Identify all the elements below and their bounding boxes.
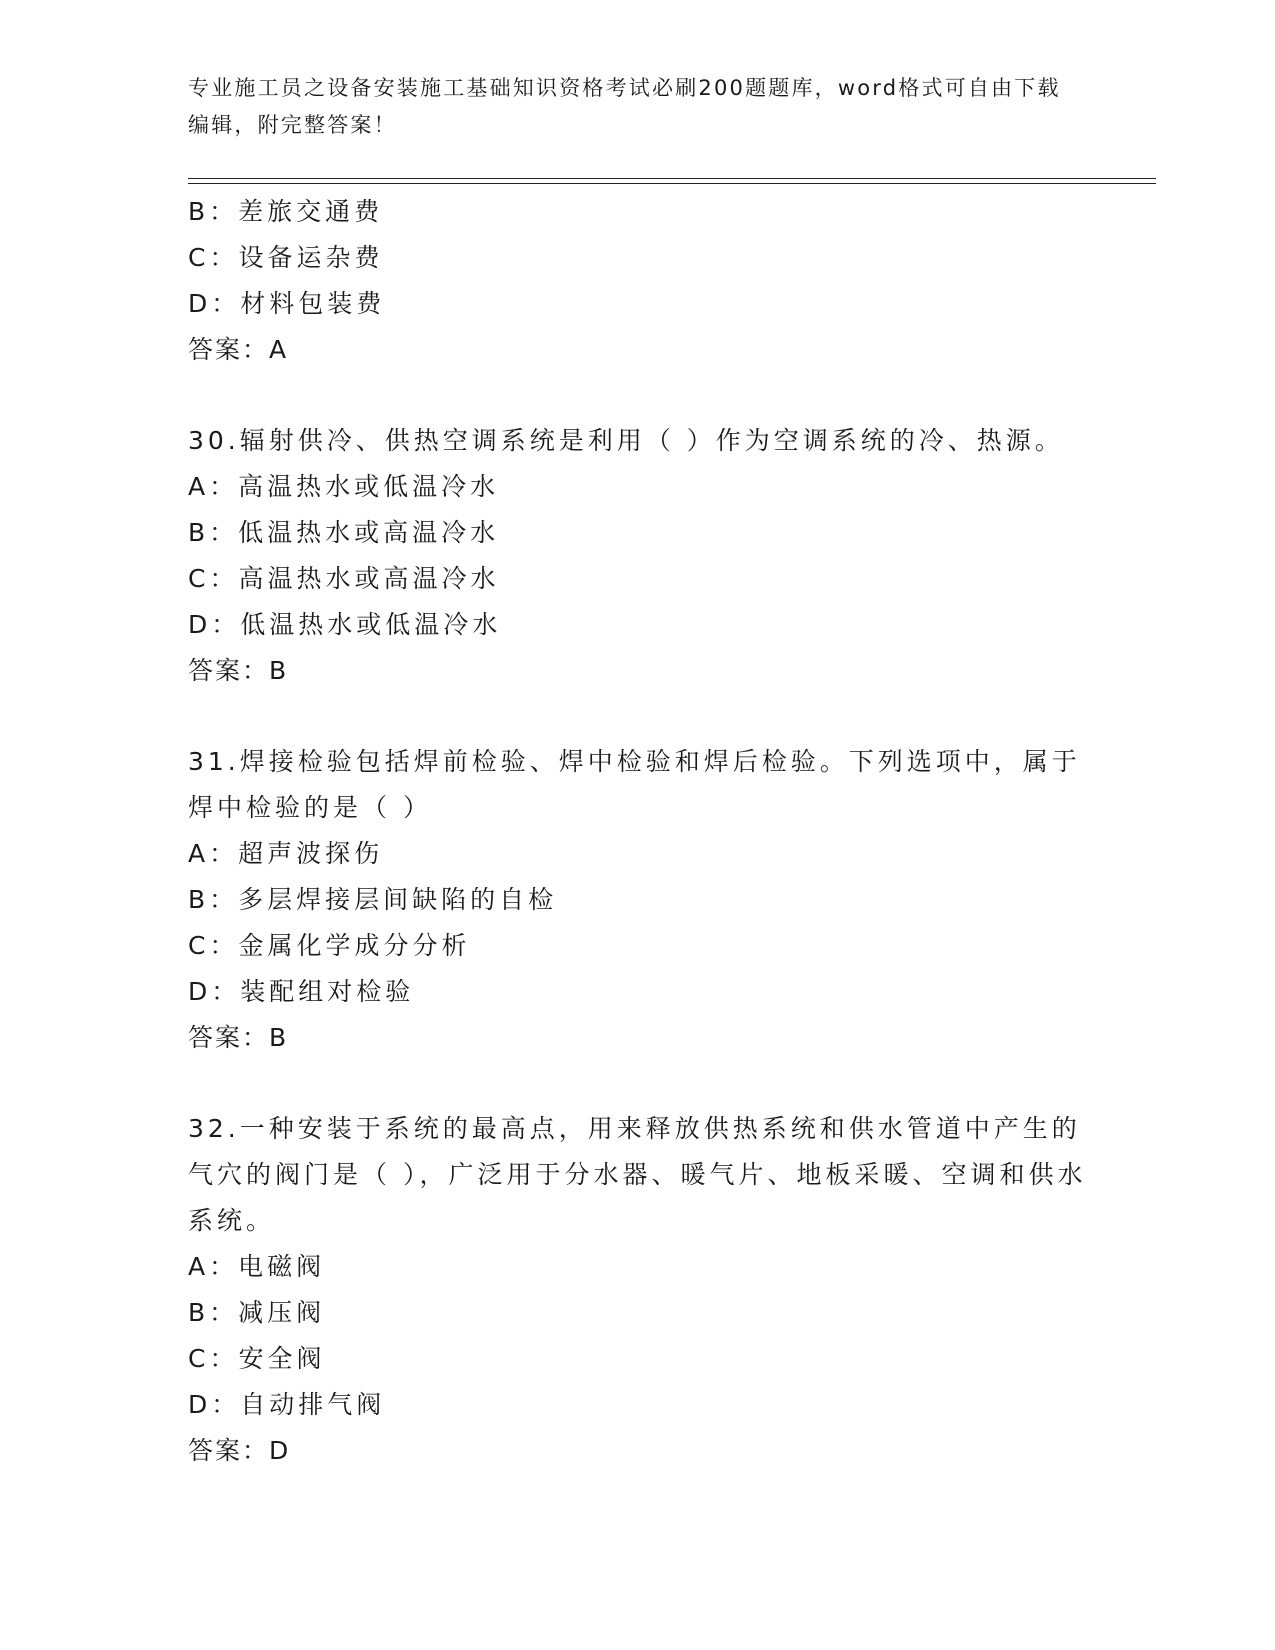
option-b: B：多层焊接层间缺陷的自检 [188, 885, 558, 914]
question-stem: 31.焊接检验包括焊前检验、焊中检验和焊后检验。下列选项中，属于焊中检验的是（ ） [188, 747, 1081, 822]
spacer [188, 1061, 1088, 1106]
question-list [188, 189, 1088, 1474]
option-d: D：装配组对检验 [188, 977, 415, 1006]
option-b: B：差旅交通费 [188, 197, 384, 226]
option-a: A：电磁阀 [188, 1252, 326, 1281]
question-block-30 [188, 418, 1088, 694]
option-c: C：金属化学成分分析 [188, 931, 471, 960]
header-divider [188, 178, 1156, 184]
option-b: B：低温热水或高温冷水 [188, 518, 500, 547]
page-header-title: 专业施工员之设备安装施工基础知识资格考试必刷200题题库，word格式可自由下载编辑，附完整答案！ [188, 76, 1061, 137]
answer-line: 答案：A [188, 335, 289, 364]
option-d: D：自动排气阀 [188, 1390, 386, 1419]
question-stem: 32.一种安装于系统的最高点，用来释放供热系统和供水管道中产生的气穴的阀门是（ ），广泛用于分水器、暖气片、地板采暖、空调和供水系统。 [188, 1114, 1087, 1235]
question-stem: 30.辐射供冷、供热空调系统是利用（ ）作为空调系统的冷、热源。 [188, 426, 1064, 455]
option-c: C：高温热水或高温冷水 [188, 564, 500, 593]
answer-line: 答案：B [188, 1023, 289, 1052]
spacer [188, 694, 1088, 739]
question-block-continued [188, 189, 1088, 373]
option-d: D：材料包装费 [188, 289, 386, 318]
answer-line: 答案：B [188, 656, 289, 685]
option-a: A：超声波探伤 [188, 839, 384, 868]
question-block-31 [188, 739, 1088, 1061]
option-a: A：高温热水或低温冷水 [188, 472, 500, 501]
option-b: B：减压阀 [188, 1298, 326, 1327]
option-c: C：安全阀 [188, 1344, 326, 1373]
option-d: D：低温热水或低温冷水 [188, 610, 502, 639]
spacer [188, 373, 1088, 418]
question-block-32 [188, 1106, 1088, 1474]
answer-line: 答案：D [188, 1436, 291, 1465]
option-c: C：设备运杂费 [188, 243, 384, 272]
